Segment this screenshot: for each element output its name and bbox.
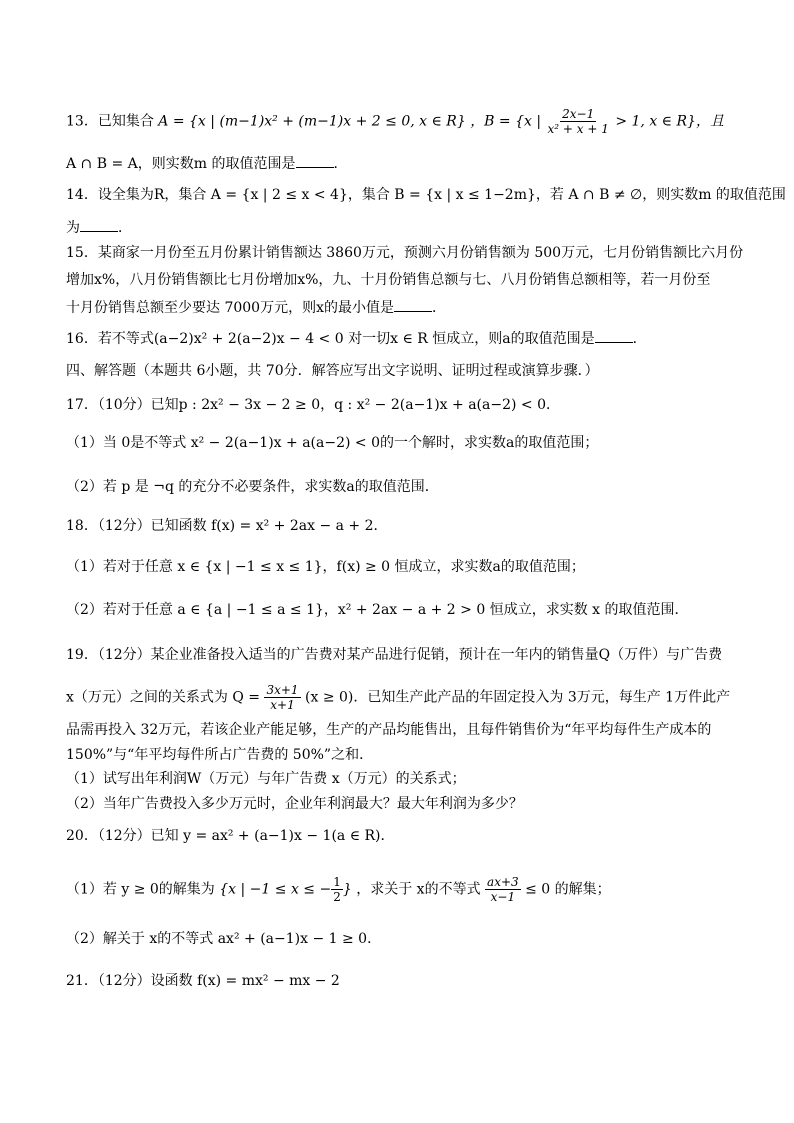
problem-20-part-2-text: （2）解关于 x的不等式 ax² + (a−1)x − 1 ≥ 0．	[66, 931, 382, 947]
problem-19-line-4	[66, 745, 373, 765]
problem-16-text: 16．若不等式(a−2)x² + 2(a−2)x − 4 < 0 对一切x ∈ R 恒成立，则a的取值范围是	[66, 331, 595, 347]
problem-19-part-1-text: （1）试写出年利润W（万元）与年广告费 x（万元）的关系式；	[66, 771, 466, 787]
problem-20-part-1	[66, 875, 611, 904]
problem-19-text-2b: (x ≥ 0)．已知生产此产品的年固定投入为 3万元，每生产 1万件此产	[305, 689, 731, 706]
problem-19-text-1: 19．（12分）某企业准备投入适当的广告费对某产品进行促销，预计在一年内的销售量Q（万件）与广告费	[66, 647, 723, 663]
problem-19-line-3	[66, 720, 711, 740]
problem-14-line-2	[66, 217, 132, 238]
problem-17-part-1-text: （1）当 0是不等式 x² − 2(a−1)x + a(a−2) < 0的一个解时，求实数a的取值范围；	[66, 435, 599, 451]
problem-20-part-1-text-a: （1）若 y ≥ 0的解集为	[66, 881, 215, 898]
problem-20-part-1-text-b: ，求关于 x的不等式	[356, 881, 481, 898]
half-numerator: 1	[333, 875, 341, 889]
set-b-prefix: ，B = {x |	[470, 113, 542, 130]
problem-18-part-2-text: （2）若对于任意 a ∈ {a | −1 ≤ a ≤ 1}，x² + 2ax − a + 2 > 0 恒成立，求实数 x 的取值范围．	[66, 602, 689, 618]
sales-fraction-denominator: x+1	[270, 698, 295, 712]
solution-set-suffix: }	[342, 881, 352, 898]
problem-19-text-3: 品需再投入 32万元，若该企业产能足够，生产的产品均能售出，且每件销售价为“年平均每件生产成本的	[66, 722, 712, 738]
problem-19-part-2	[66, 794, 523, 814]
inequality-numerator: ax+3	[487, 875, 519, 889]
problem-17-head	[66, 395, 560, 415]
problem-19-line-1	[66, 645, 722, 665]
problem-14-continuation: 为	[66, 220, 80, 236]
inequality-denominator: x−1	[490, 890, 516, 904]
period: ．	[118, 220, 132, 236]
problem-20-text: 20．（12分）已知 y = ax² + (a−1)x − 1(a ∈ R)．	[66, 828, 395, 844]
period: ．	[632, 331, 647, 347]
problem-15-line-2	[66, 270, 710, 290]
set-b-numerator: 2x−1	[562, 107, 595, 121]
problem-18-part-2	[66, 600, 689, 620]
section-4-text: 四、解答题（本题共 6小题，共 70分．解答应写出文字说明、证明过程或演算步骤．）	[66, 363, 599, 379]
problem-17-part-2	[66, 477, 439, 497]
sales-fraction	[264, 683, 300, 712]
half-denominator: 2	[333, 890, 341, 904]
problem-15-line-1	[66, 243, 743, 263]
problem-15-text-2: 增加x%，八月份销售额比七月份增加x%，九、十月份销售总额与七、八月份销售总额相等，若一月份至	[66, 272, 711, 288]
problem-15-text-3: 十月份销售总额至少要达 7000万元，则x的最小值是	[66, 300, 394, 316]
problem-13-line-1	[66, 107, 724, 136]
answer-blank	[394, 297, 432, 312]
problem-18-part-1-text: （1）若对于任意 x ∈ {x | −1 ≤ x ≤ 1}，f(x) ≥ 0 恒成立，求实数a的取值范围；	[66, 559, 585, 575]
problem-13-intro: 13．已知集合	[66, 113, 154, 130]
problem-17-part-1	[66, 433, 598, 453]
answer-blank	[296, 153, 334, 168]
problem-18-head	[66, 516, 388, 536]
solution-set-prefix: {x | −1 ≤ x ≤ −	[219, 881, 332, 898]
answer-blank	[595, 328, 633, 343]
answer-blank	[80, 217, 118, 232]
problem-16-line	[66, 328, 647, 349]
problem-13-line-2	[66, 153, 348, 174]
problem-21-head	[66, 971, 340, 991]
problem-19-line-2	[66, 683, 730, 712]
section-4-heading	[66, 361, 599, 381]
problem-20-head	[66, 826, 395, 846]
sales-fraction-numerator: 3x+1	[266, 683, 299, 697]
problem-19-part-1	[66, 769, 466, 789]
problem-13-question: A ∩ B = A，则实数m 的取值范围是	[66, 156, 296, 172]
period: ．	[431, 300, 446, 316]
set-b-denominator: x² + x + 1	[547, 122, 609, 136]
problem-15-line-3	[66, 297, 446, 318]
set-b-suffix: > 1, x ∈ R}，且	[615, 113, 724, 130]
problem-20-part-1-text-c: ≤ 0 的解集；	[525, 881, 611, 898]
problem-18-text: 18．（12分）已知函数 f(x) = x² + 2ax − a + 2．	[66, 518, 388, 534]
set-b-fraction	[546, 107, 611, 136]
inequality-fraction	[485, 875, 521, 904]
problem-20-part-2	[66, 929, 381, 949]
problem-21-text: 21．（12分）设函数 f(x) = mx² − mx − 2	[66, 973, 340, 989]
problem-17-text: 17．（10分）已知p : 2x² − 3x − 2 ≥ 0，q : x² − 2(a−1)x + a(a−2) < 0．	[66, 397, 560, 413]
problem-17-part-2-text: （2）若 p 是 ¬q 的充分不必要条件，求实数a的取值范围．	[66, 479, 439, 495]
problem-19-text-2a: x（万元）之间的关系式为 Q =	[66, 689, 261, 706]
set-a-definition: A = {x | (m−1)x² + (m−1)x + 2 ≤ 0, x ∈ R}	[158, 113, 466, 130]
problem-14-text: 14．设全集为R，集合 A = {x | 2 ≤ x < 4}，集合 B = {x | x ≤ 1−2m}，若 A ∩ B ≠ ∅，则实数m 的取值范围	[66, 187, 786, 203]
problem-18-part-1	[66, 557, 585, 577]
problem-19-text-4: 150%”与“年平均每件所占广告费的 50%”之和．	[66, 747, 374, 763]
problem-14-line-1	[66, 185, 786, 205]
problem-15-text-1: 15．某商家一月份至五月份累计销售额达 3860万元，预测六月份销售额为 500万元，七月份销售额比六月份	[66, 245, 744, 261]
problem-19-part-2-text: （2）当年广告费投入多少万元时，企业年利润最大？最大年利润为多少？	[66, 796, 523, 812]
period: ．	[333, 156, 348, 172]
half-fraction	[331, 875, 343, 904]
